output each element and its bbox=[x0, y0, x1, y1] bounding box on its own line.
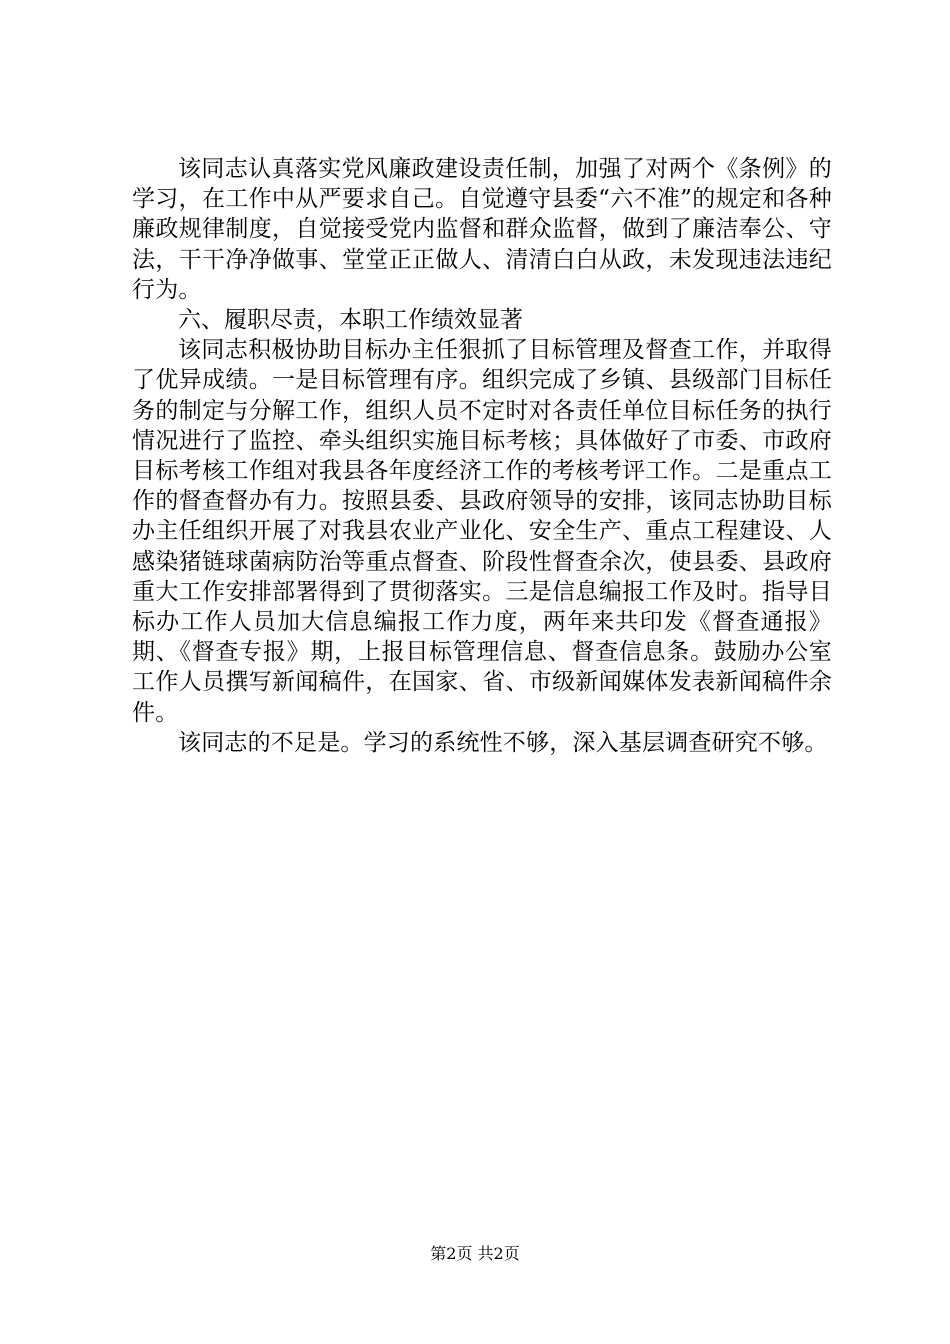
paragraph-performance: 该同志积极协助目标办主任狠抓了目标管理及督查工作，并取得了优异成绩。一是目标管理有序。组织完成了乡镇、县级部门目标任务的制定与分解工作，组织人员不定时对各责任单位目标任务的执行情况进行了监控、牵头组织实施目标考核；具体做好了市委、市政府目标考核工作组对我县各年度经济工作的考核考评工作。二是重点工作的督查督办有力。按照县委、县政府领导的安排，该同志协助目标办主任组织开展了对我县农业产业化、安全生产、重点工程建设、人感染猪链球菌病防治等重点督查、阶段性督查余次，使县委、县政府重大工作安排部署得到了贯彻落实。三是信息编报工作及时。指导目标办工作人员加大信息编报工作力度，两年来共印发《督查通报》期、《督查专报》期，上报目标管理信息、督查信息条。鼓励办公室工作人员撰写新闻稿件，在国家、省、市级新闻媒体发表新闻稿件余件。 bbox=[132, 337, 832, 726]
paragraph-shortcomings: 该同志的不足是。学习的系统性不够，深入基层调查研究不够。 bbox=[178, 729, 828, 756]
page-number-footer: 第2页 共2页 bbox=[430, 1244, 520, 1263]
section-heading: 六、履职尽责，本职工作绩效显著 bbox=[178, 307, 523, 334]
paragraph-integrity: 该同志认真落实党风廉政建设责任制，加强了对两个《条例》的学习，在工作中从严要求自己。自觉遵守县委“六不准”的规定和各种廉政规律制度，自觉接受党内监督和群众监督，做到了廉洁奉公、守法，干干净净做事、堂堂正正做人、清清白白从政，未发现违法违纪行为。 bbox=[132, 156, 832, 303]
document-body bbox=[132, 154, 832, 758]
